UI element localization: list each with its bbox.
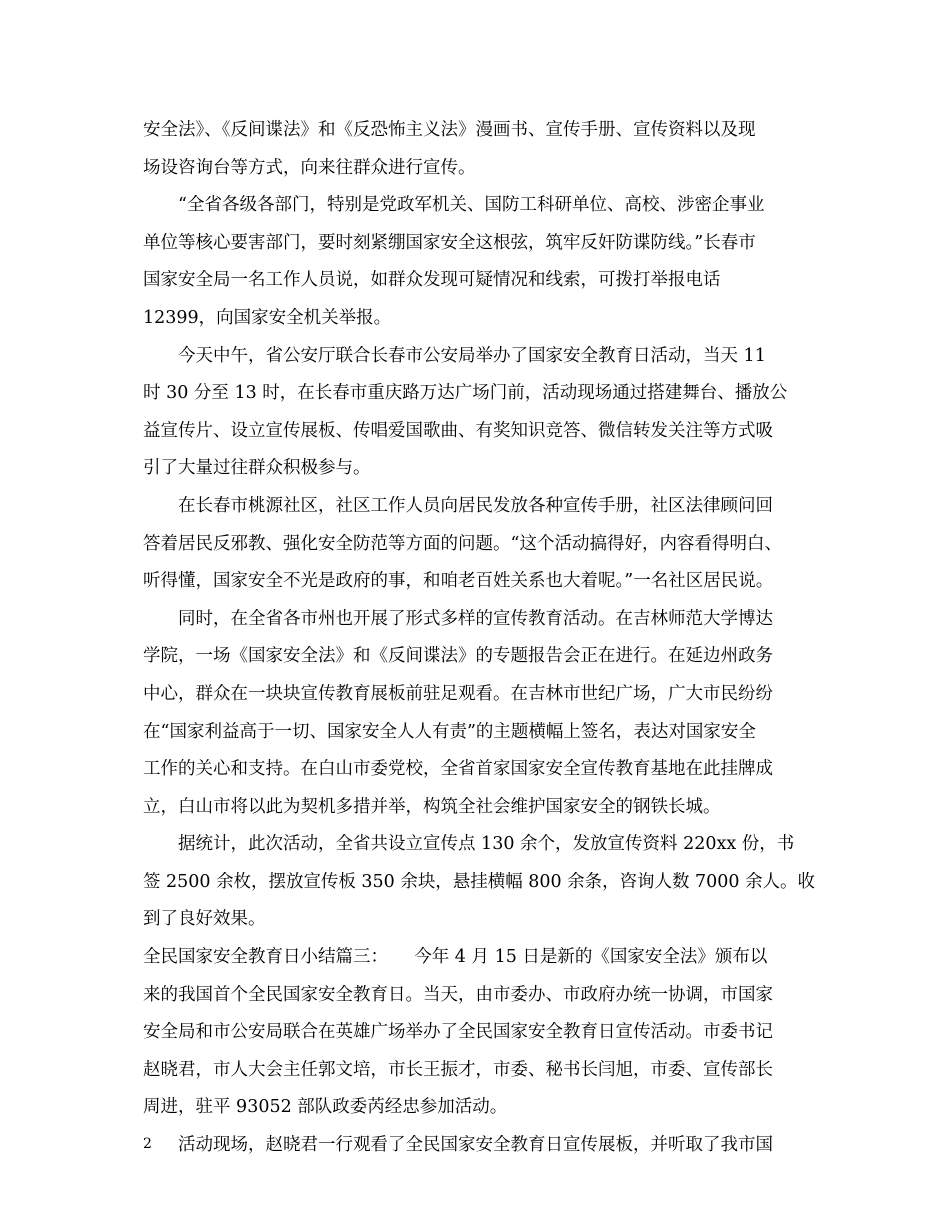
text-line: 中心，群众在一块块宣传教育展板前驻足观看。在吉林市世纪广场，广大市民纷纷 [143,683,773,704]
document-body [143,112,815,1165]
text-line: 到了良好效果。 [143,909,266,930]
text-line: 在长春市桃源社区，社区工作人员向居民发放各种宣传手册，社区法律顾问回 [178,495,773,516]
text-line: 立，白山市将以此为契机多措并举，构筑全社会维护国家安全的钢铁长城。 [143,796,721,817]
text-line: 同时，在全省各市州也开展了形式多样的宣传教育活动。在吉林师范大学博达 [178,608,773,629]
text-line: 在“国家利益高于一切、国家安全人人有责”的主题横幅上签名，表达对国家安全 [143,721,756,742]
text-line: 答着居民反邪教、强化安全防范等方面的问题。“这个活动搞得好，内容看得明白、 [143,533,782,554]
text-line: 引了大量过往群众积极参与。 [143,458,371,479]
text-line: 益宣传片、设立宣传展板、传唱爱国歌曲、有奖知识竞答、微信转发关注等方式吸 [143,420,773,441]
text-line: “全省各级各部门，特别是党政军机关、国防工科研单位、高校、涉密企事业 [178,195,765,216]
text-line: 来的我国首个全民国家安全教育日。当天，由市委办、市政府办统一协调，市国家 [143,984,773,1005]
text-line: 听得懂，国家安全不光是政府的事，和咱老百姓关系也大着呢。”一名社区居民说。 [143,571,774,592]
text-line: 工作的关心和支持。在白山市委党校，全省首家国家安全宣传教育基地在此挂牌成 [143,759,773,780]
text-line: 今天中午，省公安厅联合长春市公安局举办了国家安全教育日活动，当天 11 [178,345,766,366]
text-line: 场设咨询台等方式，向来往群众进行宣传。 [143,157,476,178]
text-line: 安全法》、《反间谍法》和《反恐怖主义法》漫画书、宣传手册、宣传资料以及现 [143,120,756,140]
text-line: 据统计，此次活动，全省共设立宣传点 130 余个，发放宣传资料 220xx 份，书 [178,834,795,855]
text-line: 活动现场，赵晓君一行观看了全民国家安全教育日宣传展板，并听取了我市国 [178,1135,773,1156]
text-line: 全民国家安全教育日小结篇三： 今年 4 月 15 日是新的《国家安全法》颁布以 [143,947,768,968]
text-line: 赵晓君，市人大会主任郭文培，市长王振才，市委、秘书长闫旭，市委、宣传部长 [143,1059,773,1080]
page-number: 2 [143,1136,152,1152]
text-line: 12399，向国家安全机关举报。 [143,307,392,328]
text-line: 安全局和市公安局联合在英雄广场举办了全民国家安全教育日宣传活动。市委书记 [143,1022,773,1043]
text-line: 周进，驻平 93052 部队政委芮经忠参加活动。 [143,1097,508,1118]
text-line: 国家安全局一名工作人员说，如群众发现可疑情况和线索，可拨打举报电话 [143,270,721,291]
text-line: 签 2500 余枚，摆放宣传板 350 余块，悬挂横幅 800 余条，咨询人数 7000 余人。收 [143,871,815,892]
text-line: 单位等核心要害部门，要时刻紧绷国家安全这根弦，筑牢反奸防谍防线。”长春市 [143,232,756,253]
text-line: 学院，一场《国家安全法》和《反间谍法》的专题报告会正在进行。在延边州政务 [143,646,773,667]
text-line: 时 30 分至 13 时，在长春市重庆路万达广场门前，活动现场通过搭建舞台、播放公 [143,383,788,404]
